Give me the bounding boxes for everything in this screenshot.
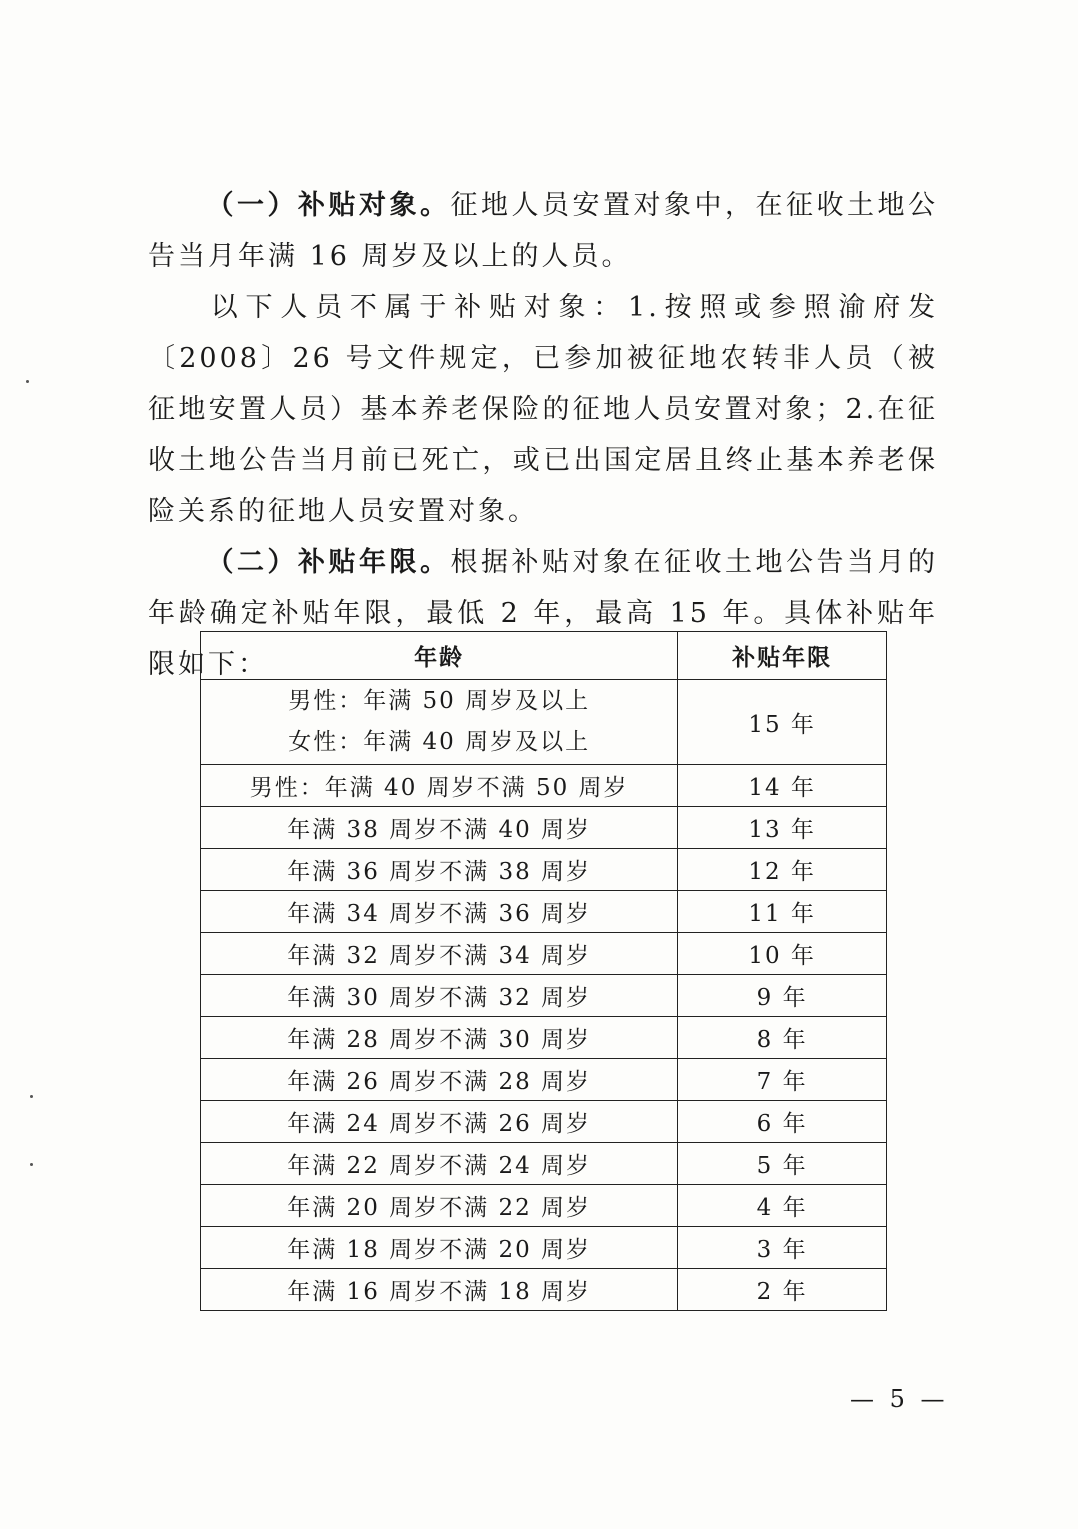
table-row [201, 680, 887, 765]
years-cell: 4 年 [678, 1185, 887, 1227]
age-cell: 年满 30 周岁不满 32 周岁 [201, 975, 678, 1017]
age-line-male: 男性：年满 50 周岁及以上 [288, 688, 591, 714]
age-cell: 年满 22 周岁不满 24 周岁 [201, 1143, 678, 1185]
age-cell [201, 680, 678, 765]
subsidy-years-table [200, 631, 887, 1311]
years-cell: 12 年 [678, 849, 887, 891]
table-row [201, 765, 887, 807]
age-cell: 男性：年满 40 周岁不满 50 周岁 [201, 765, 678, 807]
table-row [201, 891, 887, 933]
section-text: 征地人员安置对象中，在征收土地公告当月年满 16 周岁及以上的人员。 [148, 190, 938, 272]
scan-speck [30, 1163, 33, 1166]
table-row [201, 1143, 887, 1185]
scan-speck [30, 1095, 33, 1098]
years-cell: 8 年 [678, 1017, 887, 1059]
table-row [201, 1269, 887, 1311]
years-cell: 9 年 [678, 975, 887, 1017]
age-line-female: 女性：年满 40 周岁及以上 [288, 729, 591, 755]
age-cell: 年满 18 周岁不满 20 周岁 [201, 1227, 678, 1269]
section-subsidy-recipients [148, 180, 938, 282]
table-row [201, 933, 887, 975]
age-cell: 年满 34 周岁不满 36 周岁 [201, 891, 678, 933]
section-heading: （一）补贴对象。 [206, 190, 451, 221]
years-cell: 6 年 [678, 1101, 887, 1143]
section-heading: （二）补贴年限。 [206, 547, 451, 578]
years-cell: 15 年 [678, 680, 887, 765]
age-cell: 年满 24 周岁不满 26 周岁 [201, 1101, 678, 1143]
table-row [201, 1017, 887, 1059]
years-cell: 13 年 [678, 807, 887, 849]
years-cell: 5 年 [678, 1143, 887, 1185]
header-age: 年龄 [201, 632, 678, 680]
age-cell: 年满 32 周岁不满 34 周岁 [201, 933, 678, 975]
table-header-row [201, 632, 887, 680]
age-cell: 年满 26 周岁不满 28 周岁 [201, 1059, 678, 1101]
age-cell: 年满 20 周岁不满 22 周岁 [201, 1185, 678, 1227]
age-cell: 年满 16 周岁不满 18 周岁 [201, 1269, 678, 1311]
age-cell: 年满 28 周岁不满 30 周岁 [201, 1017, 678, 1059]
years-cell: 11 年 [678, 891, 887, 933]
years-cell: 2 年 [678, 1269, 887, 1311]
table-body [201, 680, 887, 1311]
table-row [201, 1185, 887, 1227]
table-row [201, 1101, 887, 1143]
table-row [201, 975, 887, 1017]
years-cell: 3 年 [678, 1227, 887, 1269]
section-text: 根据补贴对象在征收土地公告当月的年龄确定补贴年限，最低 2 年，最高 15 年。具体补贴年限如下： [148, 547, 938, 680]
table-row [201, 1059, 887, 1101]
page-number: — 5 — [850, 1385, 949, 1413]
years-cell: 10 年 [678, 933, 887, 975]
years-cell: 7 年 [678, 1059, 887, 1101]
header-years: 补贴年限 [678, 632, 887, 680]
scan-speck [26, 380, 29, 383]
exclusions-paragraph [148, 282, 938, 537]
age-cell: 年满 38 周岁不满 40 周岁 [201, 807, 678, 849]
table-row [201, 807, 887, 849]
table-row [201, 849, 887, 891]
age-cell: 年满 36 周岁不满 38 周岁 [201, 849, 678, 891]
years-cell: 14 年 [678, 765, 887, 807]
exclusions-text: 以下人员不属于补贴对象：1.按照或参照渝府发〔2008〕26 号文件规定，已参加被征地农转非人员（被征地安置人员）基本养老保险的征地人员安置对象；2.在征收土地公告当月前已死亡，或已出国定居且终止基本养老保险关系的征地人员安置对象。 [148, 292, 938, 527]
table-row [201, 1227, 887, 1269]
